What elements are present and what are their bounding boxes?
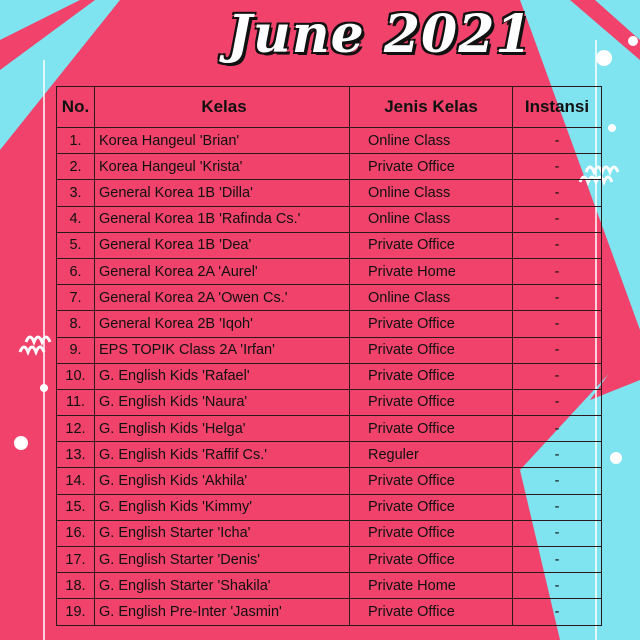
table-row bbox=[57, 520, 602, 546]
table-row bbox=[57, 180, 602, 206]
row-instansi: - bbox=[513, 180, 602, 206]
table-header-row bbox=[57, 87, 602, 128]
table-row bbox=[57, 285, 602, 311]
row-jenis-kelas: Private Office bbox=[350, 363, 513, 389]
row-kelas: G. English Kids 'Kimmy' bbox=[95, 494, 350, 520]
row-jenis-kelas: Private Office bbox=[350, 520, 513, 546]
row-number: 7. bbox=[57, 285, 95, 311]
column-header-instansi: Instansi bbox=[513, 87, 602, 128]
row-kelas: EPS TOPIK Class 2A 'Irfan' bbox=[95, 337, 350, 363]
row-instansi: - bbox=[513, 154, 602, 180]
row-jenis-kelas: Private Office bbox=[350, 389, 513, 415]
row-jenis-kelas: Private Home bbox=[350, 573, 513, 599]
row-kelas: Korea Hangeul 'Brian' bbox=[95, 128, 350, 154]
row-number: 2. bbox=[57, 154, 95, 180]
table-row bbox=[57, 547, 602, 573]
row-kelas: G. English Starter 'Denis' bbox=[95, 547, 350, 573]
row-jenis-kelas: Private Office bbox=[350, 154, 513, 180]
row-kelas: General Korea 2A 'Aurel' bbox=[95, 258, 350, 284]
table-row bbox=[57, 154, 602, 180]
table-row bbox=[57, 206, 602, 232]
row-number: 9. bbox=[57, 337, 95, 363]
row-jenis-kelas: Private Office bbox=[350, 311, 513, 337]
table-row bbox=[57, 599, 602, 625]
table-row bbox=[57, 258, 602, 284]
table-row bbox=[57, 468, 602, 494]
row-number: 5. bbox=[57, 232, 95, 258]
column-header-no: No. bbox=[57, 87, 95, 128]
row-number: 12. bbox=[57, 416, 95, 442]
row-instansi: - bbox=[513, 468, 602, 494]
row-kelas: General Korea 1B 'Dea' bbox=[95, 232, 350, 258]
row-number: 3. bbox=[57, 180, 95, 206]
decoration-dot bbox=[40, 384, 48, 392]
row-jenis-kelas: Private Office bbox=[350, 599, 513, 625]
row-jenis-kelas: Online Class bbox=[350, 285, 513, 311]
column-header-kelas: Kelas bbox=[95, 87, 350, 128]
row-jenis-kelas: Online Class bbox=[350, 206, 513, 232]
row-kelas: General Korea 2B 'Iqoh' bbox=[95, 311, 350, 337]
row-jenis-kelas: Private Home bbox=[350, 258, 513, 284]
table-row bbox=[57, 573, 602, 599]
row-jenis-kelas: Private Office bbox=[350, 494, 513, 520]
row-number: 14. bbox=[57, 468, 95, 494]
row-instansi: - bbox=[513, 547, 602, 573]
row-instansi: - bbox=[513, 442, 602, 468]
row-kelas: General Korea 1B 'Rafinda Cs.' bbox=[95, 206, 350, 232]
table-row bbox=[57, 494, 602, 520]
row-instansi: - bbox=[513, 416, 602, 442]
row-jenis-kelas: Private Office bbox=[350, 468, 513, 494]
row-number: 4. bbox=[57, 206, 95, 232]
decoration-dot bbox=[14, 436, 28, 450]
table-row bbox=[57, 311, 602, 337]
row-number: 6. bbox=[57, 258, 95, 284]
table-row bbox=[57, 416, 602, 442]
table-row bbox=[57, 389, 602, 415]
row-kelas: G. English Kids 'Akhila' bbox=[95, 468, 350, 494]
row-kelas: G. English Kids 'Raffif Cs.' bbox=[95, 442, 350, 468]
table-row bbox=[57, 232, 602, 258]
row-kelas: General Korea 1B 'Dilla' bbox=[95, 180, 350, 206]
row-instansi: - bbox=[513, 389, 602, 415]
table-row bbox=[57, 337, 602, 363]
table-row bbox=[57, 363, 602, 389]
row-kelas: G. English Starter 'Shakila' bbox=[95, 573, 350, 599]
row-number: 15. bbox=[57, 494, 95, 520]
row-instansi: - bbox=[513, 128, 602, 154]
row-instansi: - bbox=[513, 337, 602, 363]
row-jenis-kelas: Private Office bbox=[350, 416, 513, 442]
row-jenis-kelas: Private Office bbox=[350, 547, 513, 573]
row-instansi: - bbox=[513, 311, 602, 337]
row-jenis-kelas: Online Class bbox=[350, 180, 513, 206]
row-number: 13. bbox=[57, 442, 95, 468]
row-instansi: - bbox=[513, 363, 602, 389]
squiggle-decoration bbox=[18, 322, 58, 356]
row-kelas: G. English Pre-Inter 'Jasmin' bbox=[95, 599, 350, 625]
row-kelas: G. English Kids 'Helga' bbox=[95, 416, 350, 442]
row-number: 8. bbox=[57, 311, 95, 337]
row-jenis-kelas: Reguler bbox=[350, 442, 513, 468]
row-number: 1. bbox=[57, 128, 95, 154]
page-title: June 2021 bbox=[227, 3, 533, 65]
row-number: 19. bbox=[57, 599, 95, 625]
row-number: 17. bbox=[57, 547, 95, 573]
row-kelas: General Korea 2A 'Owen Cs.' bbox=[95, 285, 350, 311]
row-instansi: - bbox=[513, 520, 602, 546]
row-instansi: - bbox=[513, 494, 602, 520]
decoration-dot bbox=[596, 50, 612, 66]
row-instansi: - bbox=[513, 232, 602, 258]
row-number: 18. bbox=[57, 573, 95, 599]
row-instansi: - bbox=[513, 573, 602, 599]
row-number: 16. bbox=[57, 520, 95, 546]
decoration-dot bbox=[610, 452, 622, 464]
table-row bbox=[57, 442, 602, 468]
row-number: 11. bbox=[57, 389, 95, 415]
column-header-jenis-kelas: Jenis Kelas bbox=[350, 87, 513, 128]
row-kelas: G. English Kids 'Rafael' bbox=[95, 363, 350, 389]
row-jenis-kelas: Online Class bbox=[350, 128, 513, 154]
row-kelas: Korea Hangeul 'Krista' bbox=[95, 154, 350, 180]
row-kelas: G. English Kids 'Naura' bbox=[95, 389, 350, 415]
row-jenis-kelas: Private Office bbox=[350, 232, 513, 258]
row-instansi: - bbox=[513, 258, 602, 284]
row-instansi: - bbox=[513, 206, 602, 232]
decoration-dot bbox=[628, 36, 638, 46]
decoration-dot bbox=[608, 124, 616, 132]
row-instansi: - bbox=[513, 285, 602, 311]
table-row bbox=[57, 128, 602, 154]
row-instansi: - bbox=[513, 599, 602, 625]
row-jenis-kelas: Private Office bbox=[350, 337, 513, 363]
schedule-table bbox=[56, 86, 602, 626]
row-kelas: G. English Starter 'Icha' bbox=[95, 520, 350, 546]
row-number: 10. bbox=[57, 363, 95, 389]
